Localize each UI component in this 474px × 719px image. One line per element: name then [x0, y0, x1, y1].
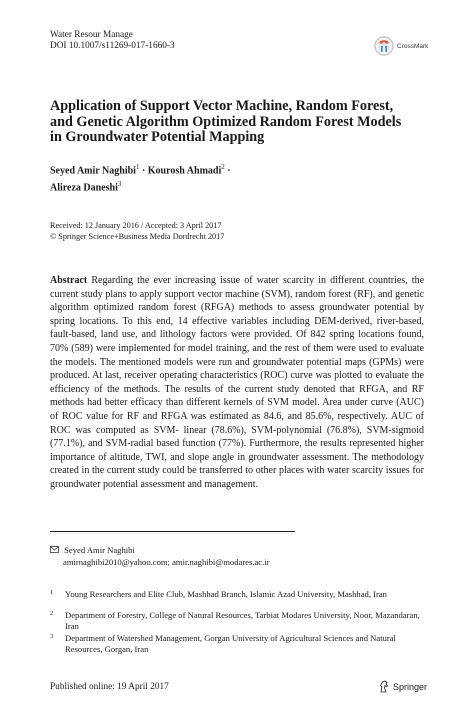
author-separator: ·	[139, 165, 148, 177]
publisher-logo	[379, 680, 427, 693]
journal-header	[50, 30, 175, 52]
crossmark-icon	[374, 36, 394, 56]
envelope-icon	[50, 545, 62, 557]
copyright-notice: © Springer Science+Business Media Dordrecht 2017	[50, 231, 225, 241]
author-list	[50, 161, 410, 195]
author-name[interactable]: Seyed Amir Naghibi	[50, 165, 136, 177]
springer-horse-icon	[379, 680, 389, 693]
paper-title	[50, 99, 440, 146]
abstract-text: Regarding the ever increasing issue of water scarcity in different countries, the current study plans to apply support vector machine (SVM), random forest (RF), and genetic algorithm optimized random forest (RFGA) methods to assess groundwater potential by spring locations. To this end, 14 effective variables including DEM-derived, river-based, fault-based, land use, and lithology factors were provided. Of 842 spring locations found, 70% (589) were implemented for model training, and the rest of them were used to evaluate the models. The mentioned models were run and groundwater potential maps (GPMs) were produced. At last, receiver operating characteristics (ROC) curve was plotted to evaluate the efficiency of the methods. The results of the current study denoted that RFGA, and RF methods had better efficacy than different kernels of SVM model. Area under curve (AUC) of ROC value for RF and RFGA was estimated as 84.6, and 85.6%, respectively. AUC of ROC was computed as SVM- linear (78.6%), SVM-polynomial (76.8%), SVM-sigmoid (77.1%), and SVM-radial based function (77%). Furthermore, the results represented higher importance of altitude, TWI, and slope angle in groundwater assessment. The methodology created in the current study could be transferred to other places with water scarcity issues for groundwater potential assessment and management.	[50, 275, 425, 490]
affiliation-text: Department of Forestry, College of Natural Resources, Tarbiat Modares University, Noor, Mazandaran, Iran	[65, 610, 420, 631]
abstract-section	[50, 274, 424, 492]
crossmark-label: CrossMark	[397, 42, 429, 50]
author-separator: ·	[224, 165, 231, 177]
affiliation-number: 1	[50, 589, 54, 596]
published-online-date: Published online: 19 April 2017	[50, 682, 169, 692]
author-name[interactable]: Alireza Daneshi	[50, 182, 118, 194]
crossmark-badge[interactable]	[374, 36, 428, 56]
publisher-name: Springer	[393, 681, 428, 692]
journal-name: Water Resour Manage	[50, 30, 133, 40]
abstract-label: Abstract	[50, 275, 88, 286]
corresponding-author-emails[interactable]: amirnaghibi2010@yahoo.com; amir.naghibi@modares.ac.ir	[63, 556, 270, 567]
title-line: Application of Support Vector Machine, Random Forest,	[50, 98, 394, 114]
affiliation-number: 2	[50, 610, 54, 617]
author-affiliation-marker: 3	[117, 179, 122, 188]
publication-dates	[50, 221, 224, 243]
doi[interactable]: DOI 10.1007/s11269-017-1660-3	[50, 41, 175, 51]
author-affiliation-marker: 2	[221, 163, 225, 171]
title-line: and Genetic Algorithm Optimized Random Forest Models	[50, 113, 402, 130]
affiliation-text: Young Researchers and Elite Club, Mashhad Branch, Islamic Azad University, Mashhad, Iran	[65, 589, 387, 599]
author-name[interactable]: Kourosh Ahmadi	[147, 165, 222, 177]
footnote-divider	[50, 531, 295, 532]
received-accepted: Received: 12 January 2016 / Accepted: 3 April 2017	[50, 221, 222, 230]
affiliation-number: 3	[50, 633, 54, 640]
correspondence-block	[50, 545, 270, 568]
corresponding-author-name: Seyed Amir Naghibi	[64, 545, 135, 555]
affiliation-item	[50, 633, 424, 655]
author-affiliation-marker: 1	[135, 163, 140, 171]
affiliation-text: Department of Watershed Management, Gorgan University of Agricultural Sciences and Natural Resources, Gorgan, Iran	[65, 633, 396, 654]
affiliation-item	[50, 589, 424, 600]
title-line: in Groundwater Potential Mapping	[50, 129, 265, 146]
affiliation-item	[50, 610, 424, 632]
